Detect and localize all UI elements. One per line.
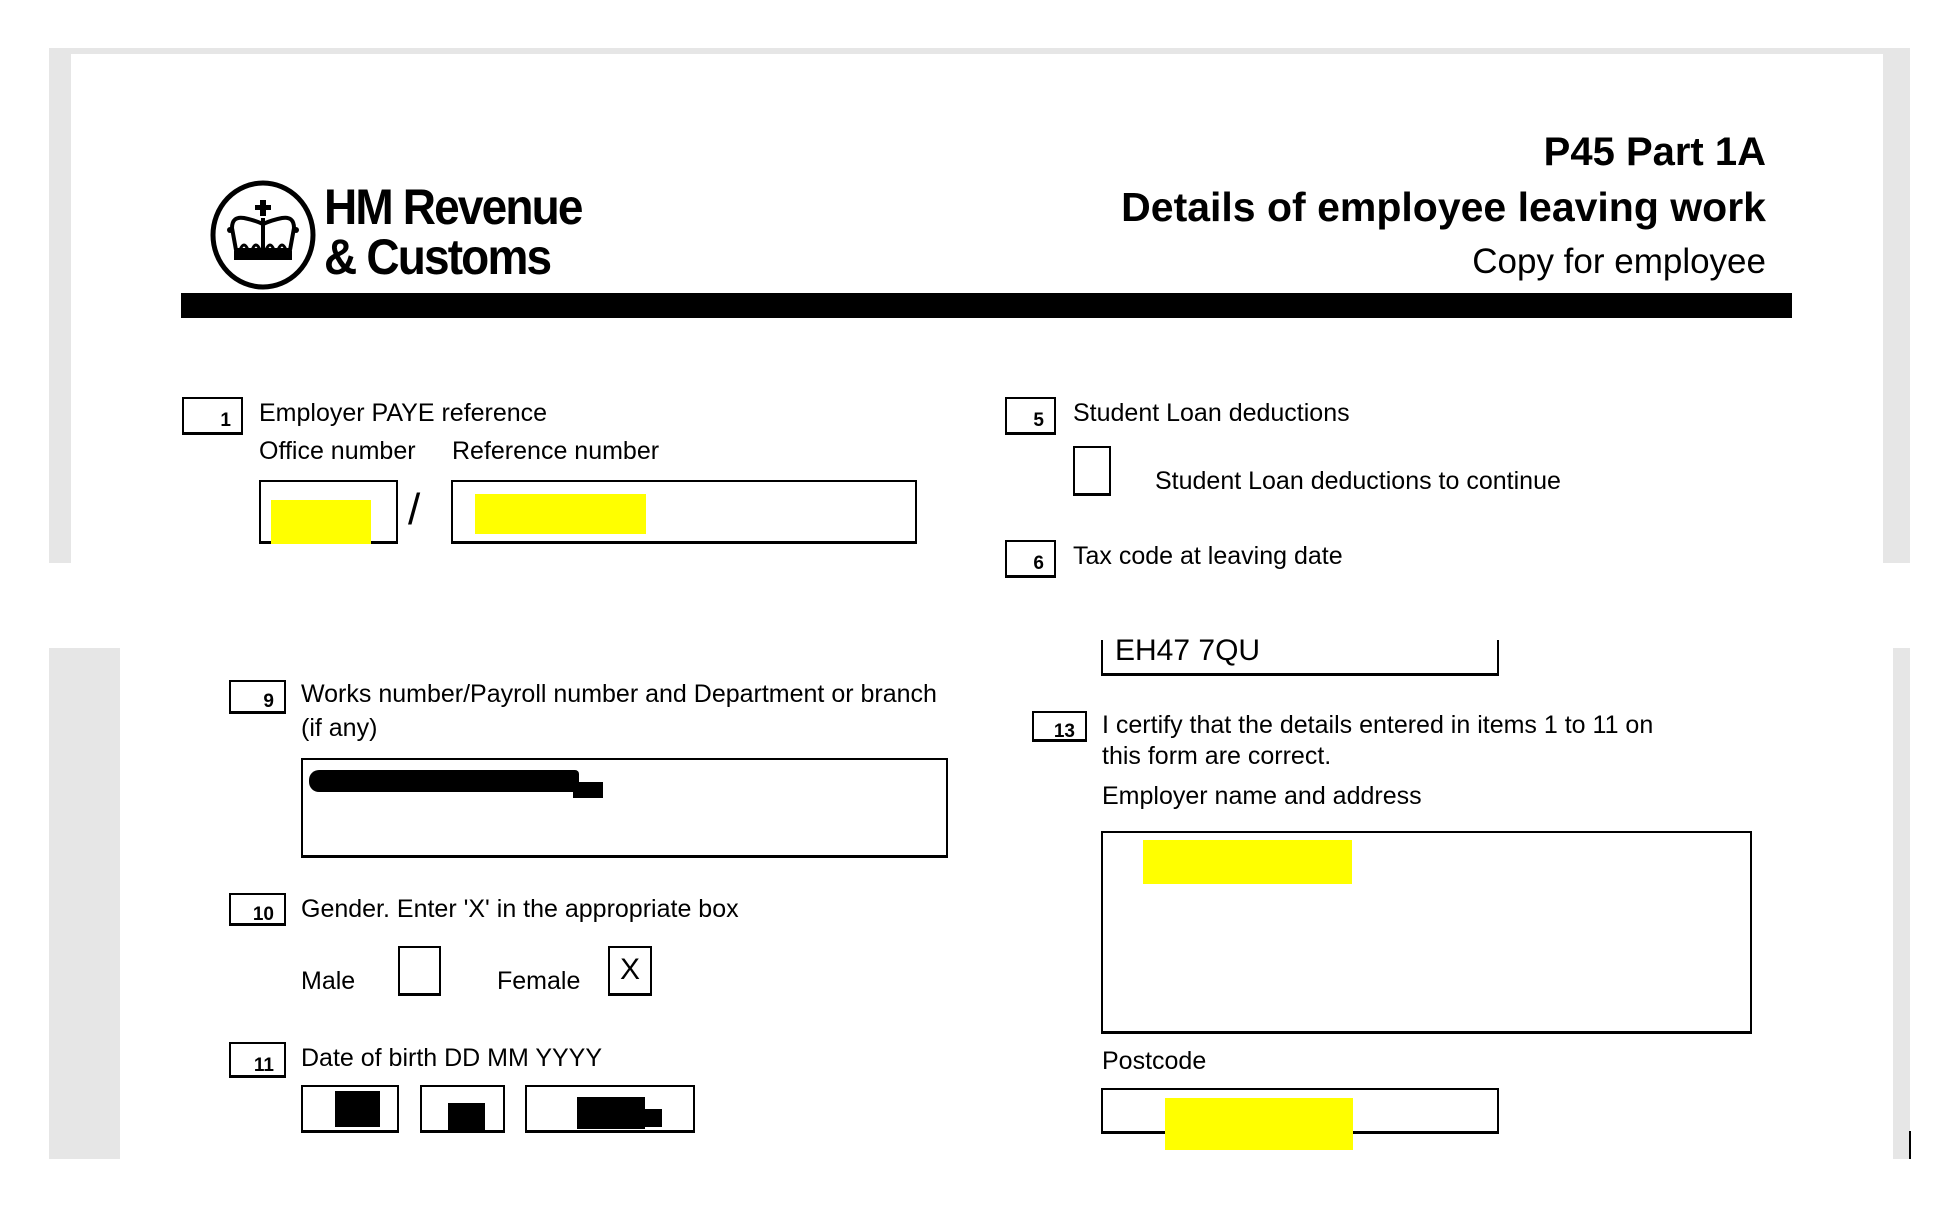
dob-year-field[interactable] bbox=[525, 1085, 695, 1133]
item-6-label: Tax code at leaving date bbox=[1073, 542, 1343, 570]
item-6-cut bbox=[1005, 540, 1405, 574]
item-1-number: 1 bbox=[182, 397, 243, 435]
item-12-postcode-value: EH47 7QU bbox=[1115, 634, 1261, 667]
student-loan-continue-label: Student Loan deductions to continue bbox=[1155, 467, 1561, 495]
redaction-highlight bbox=[1143, 840, 1352, 884]
redaction-highlight bbox=[1165, 1098, 1353, 1150]
redaction-mark bbox=[448, 1103, 485, 1133]
form-title: Details of employee leaving work bbox=[1121, 184, 1766, 230]
item-11-label: Date of birth DD MM YYYY bbox=[301, 1044, 603, 1072]
dob-day-field[interactable] bbox=[301, 1085, 399, 1133]
item-5-label: Student Loan deductions bbox=[1073, 399, 1350, 427]
item-9-number: 9 bbox=[229, 680, 286, 714]
redaction-mark bbox=[335, 1091, 380, 1127]
item-10-number: 10 bbox=[229, 893, 286, 926]
reference-number-field[interactable] bbox=[451, 480, 917, 544]
redaction-mark bbox=[573, 782, 603, 798]
text-cursor bbox=[1909, 1131, 1911, 1159]
item-11-number: 11 bbox=[229, 1042, 286, 1078]
employer-name-address-field[interactable] bbox=[1101, 831, 1752, 1034]
item-6-number: 6 bbox=[1005, 540, 1056, 578]
crown-icon bbox=[210, 180, 320, 290]
header-divider-bar bbox=[181, 293, 1792, 318]
redaction-mark bbox=[577, 1097, 645, 1129]
item-10-label: Gender. Enter 'X' in the appropriate box bbox=[301, 895, 739, 923]
works-number-field[interactable] bbox=[301, 758, 948, 858]
female-label: Female bbox=[497, 967, 581, 995]
office-number-label: Office number bbox=[259, 437, 416, 465]
item-9-label-line2: (if any) bbox=[301, 714, 378, 742]
postcode-field[interactable] bbox=[1101, 1088, 1499, 1134]
student-loan-continue-checkbox[interactable] bbox=[1073, 446, 1111, 496]
postcode-label: Postcode bbox=[1102, 1047, 1207, 1075]
redaction-highlight bbox=[271, 500, 371, 544]
hmrc-logo bbox=[210, 180, 630, 290]
reference-number-label: Reference number bbox=[452, 437, 660, 465]
redaction-mark bbox=[637, 1109, 662, 1127]
item-13-label-line1: I certify that the details entered in items 1 to 11 on bbox=[1102, 711, 1654, 739]
employer-name-address-label: Employer name and address bbox=[1102, 782, 1422, 810]
item-13-number: 13 bbox=[1032, 711, 1087, 742]
redaction-mark bbox=[309, 770, 579, 792]
male-label: Male bbox=[301, 967, 356, 995]
redaction-highlight bbox=[475, 494, 646, 534]
form-id: P45 Part 1A bbox=[1543, 130, 1766, 174]
female-checkbox[interactable] bbox=[608, 946, 652, 996]
paye-separator: / bbox=[408, 485, 421, 534]
item-13-label-line2: this form are correct. bbox=[1102, 742, 1332, 770]
item-5-number: 5 bbox=[1005, 397, 1056, 435]
logo-text-line1: HM Revenue bbox=[324, 179, 582, 235]
office-number-field[interactable] bbox=[259, 480, 398, 544]
male-checkbox[interactable] bbox=[398, 946, 441, 996]
dob-month-field[interactable] bbox=[420, 1085, 505, 1133]
item-9-label-line1: Works number/Payroll number and Department or branch bbox=[301, 680, 937, 708]
female-checkbox-mark: X bbox=[619, 953, 640, 986]
logo-text-line2: & Customs bbox=[324, 229, 551, 285]
form-copy-label: Copy for employee bbox=[1472, 242, 1766, 281]
item-1-label: Employer PAYE reference bbox=[259, 399, 548, 427]
item-12-postcode-field[interactable] bbox=[1101, 634, 1499, 676]
